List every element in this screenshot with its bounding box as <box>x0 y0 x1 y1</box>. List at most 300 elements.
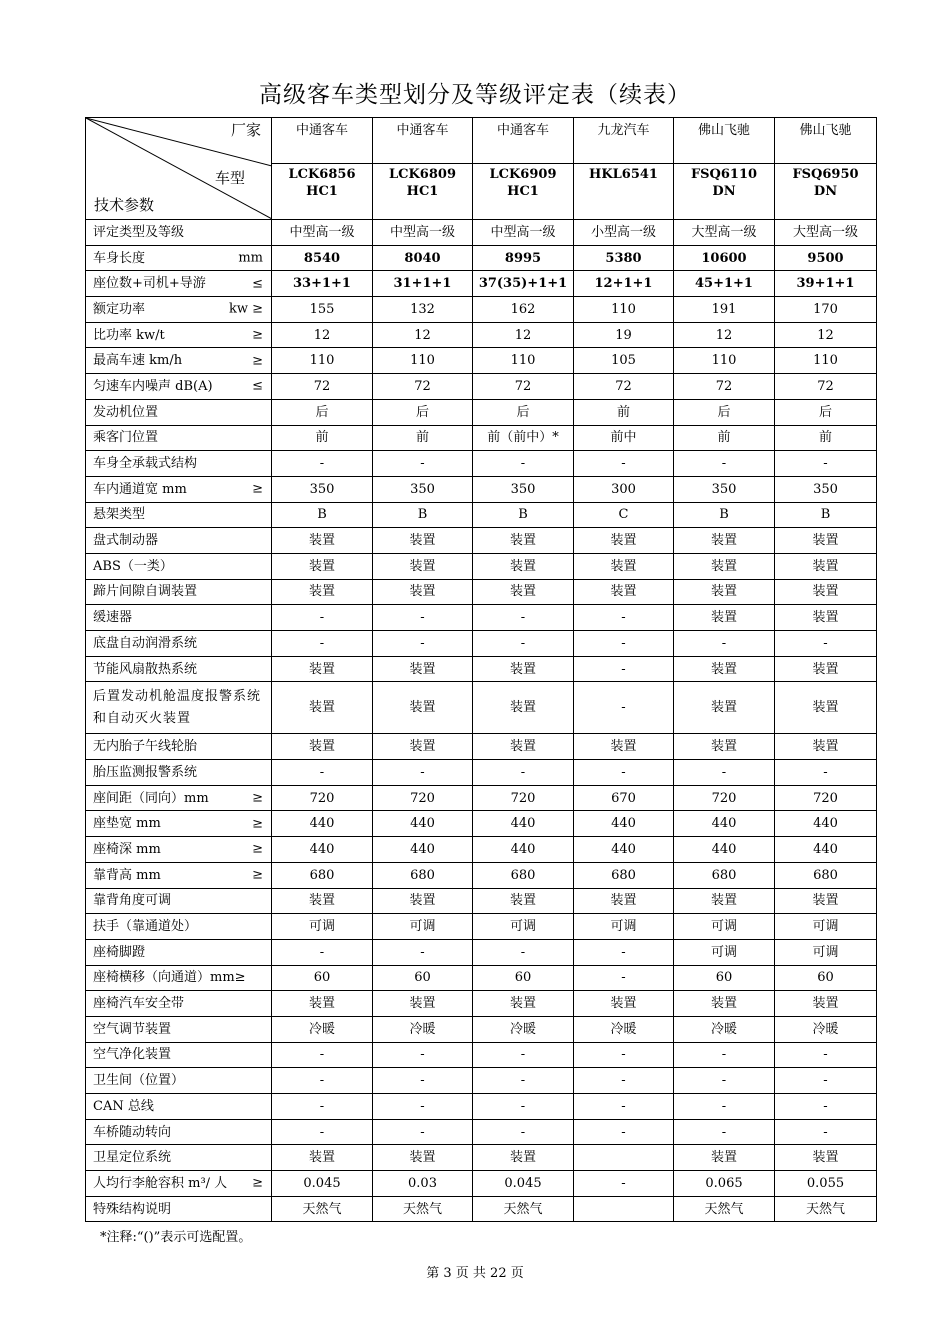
value-cell: - <box>574 1042 674 1068</box>
row-unit: ≥ <box>252 790 263 806</box>
value-cell: 72 <box>775 374 877 400</box>
value-cell: B <box>775 502 877 528</box>
value-cell: - <box>574 682 674 734</box>
value-cell: 装置 <box>272 579 373 605</box>
value-cell: 装置 <box>775 605 877 631</box>
table-row <box>86 785 877 811</box>
value-cell: 0.055 <box>775 1171 877 1197</box>
value-cell: - <box>373 939 473 965</box>
value-cell: 装置 <box>272 528 373 554</box>
table-row <box>86 760 877 786</box>
value-cell: 冷暖 <box>272 1016 373 1042</box>
model-line2 <box>574 183 673 208</box>
row-label <box>86 399 272 425</box>
row-label-text: 胎压监测报警系统 <box>93 764 198 780</box>
value-cell: 12 <box>674 322 775 348</box>
row-label-text: 车桥随动转向 <box>93 1124 172 1140</box>
page-title: 高级客车类型划分及等级评定表（续表） <box>259 82 691 108</box>
row-label <box>86 271 272 297</box>
value-cell: - <box>674 451 775 477</box>
value-cell: 39+1+1 <box>775 271 877 297</box>
value-cell: 冷暖 <box>775 1016 877 1042</box>
value-cell: 天然气 <box>674 1196 775 1222</box>
value-cell: - <box>373 760 473 786</box>
value-cell <box>574 1145 674 1171</box>
value-cell: 前（前中）* <box>473 425 574 451</box>
value-cell: 60 <box>674 965 775 991</box>
header-maker-row <box>86 118 877 164</box>
row-label <box>86 656 272 682</box>
value-cell: 440 <box>373 811 473 837</box>
value-cell: 440 <box>272 837 373 863</box>
value-cell: 9500 <box>775 245 877 271</box>
value-cell: 440 <box>574 837 674 863</box>
value-cell: - <box>574 1171 674 1197</box>
table-row <box>86 245 877 271</box>
value-cell: - <box>473 1068 574 1094</box>
table-row <box>86 888 877 914</box>
value-cell: - <box>373 631 473 657</box>
maker-cell: 中通客车 <box>473 118 574 164</box>
value-cell: 小型高一级 <box>574 220 674 246</box>
value-cell: 12 <box>373 322 473 348</box>
row-label <box>86 760 272 786</box>
model-line1: FSQ6950 <box>792 167 859 183</box>
model-line1: HKL6541 <box>589 167 658 183</box>
value-cell: 装置 <box>473 528 574 554</box>
value-cell: 装置 <box>674 579 775 605</box>
row-label <box>86 605 272 631</box>
row-label <box>86 837 272 863</box>
value-cell: - <box>574 939 674 965</box>
value-cell: - <box>272 939 373 965</box>
row-label-text: ABS（一类） <box>93 558 173 574</box>
row-label <box>86 682 272 734</box>
row-label <box>86 297 272 323</box>
row-label <box>86 476 272 502</box>
row-label-text: 座椅横移（向通道）mm≥ <box>93 970 246 986</box>
row-label-text: 匀速车内噪声 dB(A) <box>93 378 213 394</box>
value-cell: - <box>373 1094 473 1120</box>
footnote: *注释:“()”表示可选配置。 <box>100 1230 252 1245</box>
value-cell: 装置 <box>373 991 473 1017</box>
value-cell: 440 <box>272 811 373 837</box>
value-cell: 装置 <box>674 528 775 554</box>
row-label <box>86 965 272 991</box>
value-cell: 440 <box>775 811 877 837</box>
table-row <box>86 1145 877 1171</box>
value-cell: 后 <box>272 399 373 425</box>
value-cell: 110 <box>473 348 574 374</box>
value-cell: 装置 <box>473 553 574 579</box>
model-line2: HC1 <box>406 184 439 200</box>
row-label <box>86 245 272 271</box>
row-label <box>86 1068 272 1094</box>
value-cell: 冷暖 <box>574 1016 674 1042</box>
row-label <box>86 451 272 477</box>
row-unit: mm <box>238 250 263 266</box>
value-cell: 37(35)+1+1 <box>473 271 574 297</box>
value-cell: 前 <box>775 425 877 451</box>
value-cell <box>574 1196 674 1222</box>
value-cell: 440 <box>373 837 473 863</box>
value-cell: 装置 <box>272 991 373 1017</box>
value-cell: 冷暖 <box>373 1016 473 1042</box>
value-cell: 19 <box>574 322 674 348</box>
value-cell: 110 <box>775 348 877 374</box>
value-cell: 前中 <box>574 425 674 451</box>
value-cell: - <box>574 965 674 991</box>
table-row <box>86 451 877 477</box>
value-cell: 装置 <box>272 888 373 914</box>
value-cell: C <box>574 502 674 528</box>
value-cell: 670 <box>574 785 674 811</box>
value-cell: - <box>473 1094 574 1120</box>
table-row <box>86 965 877 991</box>
table-row <box>86 399 877 425</box>
value-cell: 0.065 <box>674 1171 775 1197</box>
value-cell: - <box>775 1094 877 1120</box>
value-cell: - <box>775 1042 877 1068</box>
value-cell: 装置 <box>775 579 877 605</box>
value-cell: 装置 <box>473 734 574 760</box>
value-cell: - <box>674 1068 775 1094</box>
value-cell: - <box>674 631 775 657</box>
row-label <box>86 528 272 554</box>
value-cell: 天然气 <box>775 1196 877 1222</box>
row-label-text: 评定类型及等级 <box>93 224 185 240</box>
value-cell: - <box>674 1119 775 1145</box>
value-cell: 440 <box>574 811 674 837</box>
row-label-text: 空气净化装置 <box>93 1047 172 1063</box>
spec-table <box>85 117 877 1222</box>
value-cell: 装置 <box>473 579 574 605</box>
row-label <box>86 631 272 657</box>
value-cell: 132 <box>373 297 473 323</box>
value-cell: 300 <box>574 476 674 502</box>
table-row <box>86 348 877 374</box>
row-label <box>86 734 272 760</box>
table-row <box>86 271 877 297</box>
value-cell: - <box>373 451 473 477</box>
value-cell: 60 <box>775 965 877 991</box>
value-cell: - <box>272 631 373 657</box>
row-label <box>86 862 272 888</box>
value-cell: 105 <box>574 348 674 374</box>
value-cell: 8040 <box>373 245 473 271</box>
value-cell: - <box>373 1119 473 1145</box>
value-cell: - <box>272 1119 373 1145</box>
value-cell: 冷暖 <box>473 1016 574 1042</box>
value-cell: 720 <box>373 785 473 811</box>
value-cell: 前 <box>574 399 674 425</box>
value-cell: 720 <box>473 785 574 811</box>
table-row <box>86 656 877 682</box>
table-row <box>86 322 877 348</box>
value-cell: 350 <box>775 476 877 502</box>
value-cell: - <box>574 1094 674 1120</box>
value-cell: - <box>373 1042 473 1068</box>
maker-cell: 中通客车 <box>272 118 373 164</box>
table-row <box>86 220 877 246</box>
value-cell: 前 <box>272 425 373 451</box>
row-unit: ≥ <box>252 481 263 497</box>
table-row <box>86 914 877 940</box>
header-diagonal-cell <box>86 118 272 220</box>
value-cell: 装置 <box>775 553 877 579</box>
value-cell: - <box>473 1042 574 1068</box>
model-line1: LCK6809 <box>389 167 456 183</box>
row-label <box>86 888 272 914</box>
value-cell: 后 <box>775 399 877 425</box>
value-cell: 装置 <box>473 1145 574 1171</box>
value-cell: 0.045 <box>473 1171 574 1197</box>
table-row <box>86 579 877 605</box>
value-cell: 前 <box>373 425 473 451</box>
row-label <box>86 811 272 837</box>
row-label <box>86 1042 272 1068</box>
value-cell: 装置 <box>674 553 775 579</box>
value-cell: - <box>473 631 574 657</box>
row-label <box>86 220 272 246</box>
value-cell: - <box>775 451 877 477</box>
value-cell: 33+1+1 <box>272 271 373 297</box>
value-cell: 8995 <box>473 245 574 271</box>
value-cell: - <box>272 1094 373 1120</box>
row-unit: ≥ <box>252 1175 263 1191</box>
value-cell: 装置 <box>775 888 877 914</box>
value-cell: 155 <box>272 297 373 323</box>
row-label-text: 无内胎子午线轮胎 <box>93 739 198 755</box>
model-line1: FSQ6110 <box>690 167 758 183</box>
table-row <box>86 837 877 863</box>
value-cell: 60 <box>272 965 373 991</box>
table-row <box>86 1068 877 1094</box>
value-cell: - <box>272 605 373 631</box>
value-cell: 可调 <box>272 914 373 940</box>
table-row <box>86 1171 877 1197</box>
value-cell: 装置 <box>373 579 473 605</box>
value-cell: 12 <box>775 322 877 348</box>
value-cell: 可调 <box>574 914 674 940</box>
value-cell: - <box>373 605 473 631</box>
row-unit: ≥ <box>252 867 263 883</box>
row-label-text: 节能风扇散热系统 <box>93 661 198 677</box>
value-cell: 装置 <box>473 682 574 734</box>
value-cell: - <box>473 939 574 965</box>
value-cell: 31+1+1 <box>373 271 473 297</box>
value-cell: - <box>574 1119 674 1145</box>
row-label-text: 缓速器 <box>93 610 133 626</box>
row-label-text: 蹄片间隙自调装置 <box>93 584 198 600</box>
value-cell: - <box>775 631 877 657</box>
table-row <box>86 682 877 734</box>
value-cell: 大型高一级 <box>775 220 877 246</box>
page-footer: 第 3 页 共 22 页 <box>426 1266 524 1281</box>
row-label-text: 车身全承载式结构 <box>93 456 198 472</box>
maker-cell: 佛山飞驰 <box>674 118 775 164</box>
value-cell: 350 <box>674 476 775 502</box>
row-label-text: 特殊结构说明 <box>93 1201 172 1217</box>
value-cell: 装置 <box>373 656 473 682</box>
table-row <box>86 425 877 451</box>
row-label <box>86 502 272 528</box>
row-label <box>86 553 272 579</box>
value-cell: 45+1+1 <box>674 271 775 297</box>
value-cell: - <box>272 760 373 786</box>
value-cell: 440 <box>473 837 574 863</box>
value-cell: 191 <box>674 297 775 323</box>
value-cell: - <box>574 451 674 477</box>
model-line1: LCK6856 <box>288 167 356 183</box>
value-cell: 中型高一级 <box>373 220 473 246</box>
value-cell: 720 <box>674 785 775 811</box>
value-cell: - <box>473 451 574 477</box>
value-cell: 72 <box>272 374 373 400</box>
row-label <box>86 1094 272 1120</box>
row-label-text: 人均行李舱容积 m³/ 人 <box>93 1175 228 1191</box>
value-cell: 可调 <box>674 939 775 965</box>
row-label <box>86 425 272 451</box>
value-cell: 装置 <box>574 888 674 914</box>
model-cell <box>272 164 373 220</box>
model-cell <box>775 164 877 220</box>
value-cell: 12 <box>272 322 373 348</box>
value-cell: 可调 <box>674 914 775 940</box>
row-unit: ≥ <box>252 841 263 857</box>
value-cell: 装置 <box>574 528 674 554</box>
value-cell: 5380 <box>574 245 674 271</box>
table-row <box>86 991 877 1017</box>
value-cell: 装置 <box>775 682 877 734</box>
row-label-text: 靠背角度可调 <box>93 893 172 909</box>
value-cell: 天然气 <box>373 1196 473 1222</box>
table-row <box>86 631 877 657</box>
value-cell: - <box>574 656 674 682</box>
value-cell: 装置 <box>272 1145 373 1171</box>
row-unit: ≤ <box>252 378 263 394</box>
row-label-text: CAN 总线 <box>93 1098 154 1114</box>
table-row <box>86 1016 877 1042</box>
value-cell: B <box>272 502 373 528</box>
row-label <box>86 322 272 348</box>
row-unit: kw ≥ <box>228 301 263 317</box>
value-cell: 后 <box>473 399 574 425</box>
value-cell: 162 <box>473 297 574 323</box>
param-header-label: 技术参数 <box>94 196 155 214</box>
value-cell: 装置 <box>674 656 775 682</box>
value-cell: 装置 <box>272 656 373 682</box>
value-cell: 可调 <box>373 914 473 940</box>
model-cell <box>674 164 775 220</box>
row-label-text: 座位数+司机+导游 <box>93 276 206 292</box>
table-row <box>86 1196 877 1222</box>
value-cell: 440 <box>674 811 775 837</box>
value-cell: 后 <box>373 399 473 425</box>
value-cell: 12 <box>473 322 574 348</box>
value-cell: 装置 <box>373 553 473 579</box>
value-cell: - <box>473 760 574 786</box>
value-cell: 110 <box>674 348 775 374</box>
value-cell: 天然气 <box>272 1196 373 1222</box>
row-label-text: 座垫宽 mm <box>93 816 161 832</box>
value-cell: 装置 <box>473 991 574 1017</box>
row-label <box>86 1016 272 1042</box>
value-cell: 72 <box>373 374 473 400</box>
row-label <box>86 939 272 965</box>
value-cell: 680 <box>272 862 373 888</box>
value-cell: 0.045 <box>272 1171 373 1197</box>
value-cell: 装置 <box>373 888 473 914</box>
value-cell: 720 <box>775 785 877 811</box>
value-cell: 440 <box>674 837 775 863</box>
row-unit: ≤ <box>252 276 263 292</box>
value-cell: 前 <box>674 425 775 451</box>
value-cell: 装置 <box>373 734 473 760</box>
row-label <box>86 1145 272 1171</box>
value-cell: 60 <box>373 965 473 991</box>
value-cell: 装置 <box>674 991 775 1017</box>
row-label-text: 车内通道宽 mm <box>93 481 187 497</box>
value-cell: 装置 <box>674 682 775 734</box>
value-cell: B <box>674 502 775 528</box>
value-cell: 装置 <box>272 682 373 734</box>
value-cell: 装置 <box>373 528 473 554</box>
value-cell: 350 <box>272 476 373 502</box>
value-cell: 110 <box>373 348 473 374</box>
row-label <box>86 914 272 940</box>
value-cell: - <box>775 1119 877 1145</box>
row-label <box>86 579 272 605</box>
value-cell: 680 <box>775 862 877 888</box>
value-cell: - <box>674 1042 775 1068</box>
value-cell: 装置 <box>775 734 877 760</box>
value-cell: 装置 <box>574 579 674 605</box>
model-cell <box>574 164 674 220</box>
model-header-label: 车型 <box>214 169 245 187</box>
value-cell: - <box>473 1119 574 1145</box>
model-line2: HC1 <box>507 184 539 200</box>
row-unit: ≥ <box>252 816 263 832</box>
value-cell: 350 <box>473 476 574 502</box>
value-cell: - <box>775 1068 877 1094</box>
table-row <box>86 374 877 400</box>
row-label-text: 发动机位置 <box>93 404 159 420</box>
value-cell: 装置 <box>373 1145 473 1171</box>
row-label-text: 后置发动机舱温度报警系统和自动灭火装置 <box>93 688 262 726</box>
value-cell: 装置 <box>373 682 473 734</box>
value-cell: 装置 <box>272 734 373 760</box>
value-cell: 110 <box>272 348 373 374</box>
value-cell: - <box>574 1068 674 1094</box>
model-cell <box>373 164 473 220</box>
value-cell: - <box>272 1068 373 1094</box>
value-cell: 装置 <box>272 553 373 579</box>
table-row <box>86 476 877 502</box>
row-label-text: 靠背高 mm <box>93 867 161 883</box>
row-label-text: 卫生间（位置） <box>93 1073 185 1089</box>
value-cell: - <box>775 760 877 786</box>
value-cell: 440 <box>775 837 877 863</box>
row-label-text: 空气调节装置 <box>93 1021 172 1037</box>
value-cell: 装置 <box>775 656 877 682</box>
value-cell: 72 <box>574 374 674 400</box>
row-label-text: 座椅脚蹬 <box>93 944 146 960</box>
row-unit: ≥ <box>252 353 263 369</box>
maker-cell: 中通客车 <box>373 118 473 164</box>
value-cell: 中型高一级 <box>473 220 574 246</box>
value-cell: 冷暖 <box>674 1016 775 1042</box>
